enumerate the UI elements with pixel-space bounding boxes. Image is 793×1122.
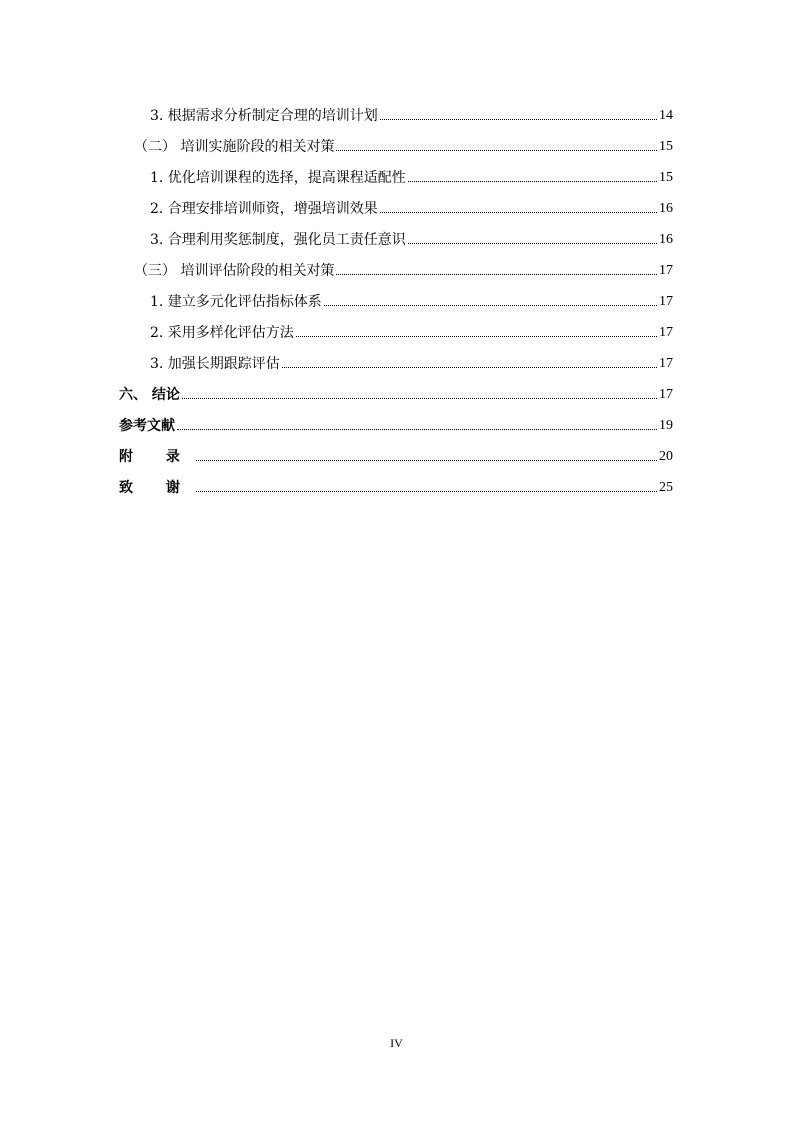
toc-entry-title: 1. 建立多元化评估指标体系 bbox=[150, 293, 322, 310]
toc-entry[interactable] bbox=[0, 348, 793, 379]
toc-leader-dots bbox=[182, 397, 657, 399]
toc-entry-title: 附 录 bbox=[119, 448, 194, 465]
toc-entry-title: 参考文献 bbox=[119, 417, 175, 434]
toc-leader-dots bbox=[336, 149, 657, 151]
table-of-contents bbox=[0, 100, 793, 503]
toc-entry-page: 20 bbox=[659, 448, 673, 464]
page-number-footer: IV bbox=[390, 1036, 403, 1050]
toc-entry-title: 六、 结论 bbox=[119, 386, 180, 403]
toc-entry-page: 17 bbox=[659, 324, 673, 340]
toc-entry-title: 3. 加强长期跟踪评估 bbox=[150, 355, 280, 372]
toc-entry-page: 15 bbox=[659, 138, 673, 154]
toc-leader-dots bbox=[296, 335, 657, 337]
toc-entry-page: 17 bbox=[659, 293, 673, 309]
toc-entry-chapter[interactable] bbox=[0, 441, 793, 472]
toc-leader-dots bbox=[380, 118, 657, 120]
toc-entry-chapter[interactable] bbox=[0, 472, 793, 503]
toc-leader-dots bbox=[336, 273, 657, 275]
toc-leader-dots bbox=[408, 180, 657, 182]
toc-leader-dots bbox=[177, 428, 657, 430]
toc-entry-title: 1. 优化培训课程的选择，提高课程适配性 bbox=[150, 169, 406, 186]
toc-entry-page: 17 bbox=[659, 386, 673, 402]
toc-entry[interactable] bbox=[0, 224, 793, 255]
toc-entry-page: 17 bbox=[659, 355, 673, 371]
toc-entry[interactable] bbox=[0, 100, 793, 131]
toc-entry[interactable] bbox=[0, 286, 793, 317]
toc-entry-page: 25 bbox=[659, 479, 673, 495]
toc-entry-title: 致 谢 bbox=[119, 479, 194, 496]
toc-entry-page: 16 bbox=[659, 200, 673, 216]
toc-entry-title: （三） 培训评估阶段的相关对策 bbox=[134, 262, 335, 279]
toc-entry-title: 3. 根据需求分析制定合理的培训计划 bbox=[150, 107, 378, 124]
toc-entry-page: 19 bbox=[659, 417, 673, 433]
toc-entry[interactable] bbox=[0, 193, 793, 224]
toc-entry-title: 3. 合理利用奖惩制度，强化员工责任意识 bbox=[150, 231, 406, 248]
toc-entry-page: 14 bbox=[659, 107, 673, 123]
toc-entry[interactable] bbox=[0, 255, 793, 286]
toc-leader-dots bbox=[408, 242, 657, 244]
toc-leader-dots bbox=[196, 459, 657, 461]
toc-leader-dots bbox=[380, 211, 657, 213]
toc-entry-chapter[interactable] bbox=[0, 379, 793, 410]
toc-leader-dots bbox=[324, 304, 657, 306]
toc-entry-title: 2. 合理安排培训师资，增强培训效果 bbox=[150, 200, 378, 217]
toc-entry-page: 15 bbox=[659, 169, 673, 185]
toc-entry-chapter[interactable] bbox=[0, 410, 793, 441]
toc-entry-page: 16 bbox=[659, 231, 673, 247]
toc-entry[interactable] bbox=[0, 131, 793, 162]
toc-entry-page: 17 bbox=[659, 262, 673, 278]
toc-entry[interactable] bbox=[0, 317, 793, 348]
toc-entry-title: （二） 培训实施阶段的相关对策 bbox=[134, 138, 335, 155]
toc-leader-dots bbox=[282, 366, 657, 368]
toc-entry-title: 2. 采用多样化评估方法 bbox=[150, 324, 294, 341]
toc-leader-dots bbox=[196, 490, 657, 492]
toc-entry[interactable] bbox=[0, 162, 793, 193]
